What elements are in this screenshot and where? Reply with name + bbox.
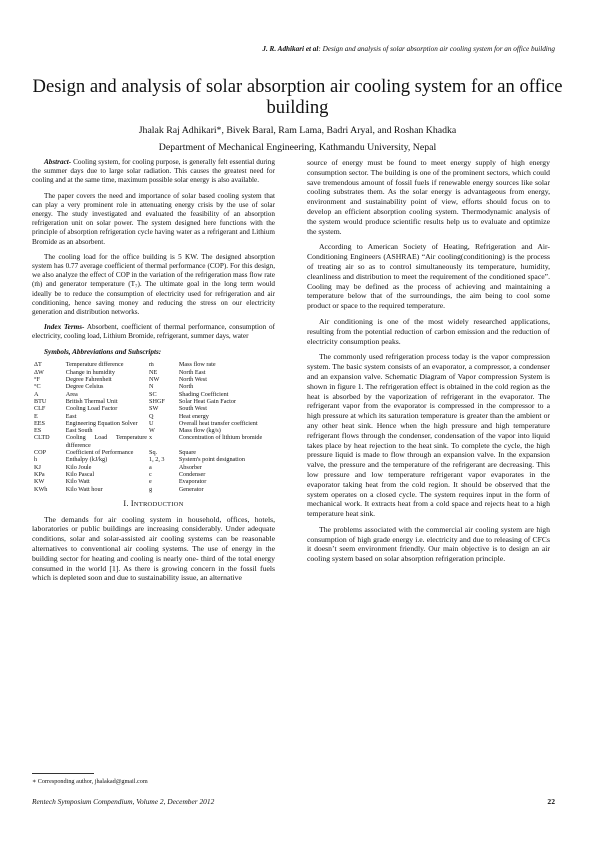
symbols-cell: Kilo Watt bbox=[65, 478, 90, 486]
symbols-cell: c bbox=[149, 470, 152, 478]
abstract-text-1: Cooling system, for cooling purpose, is generally felt essential during the summer days due to large solar radiation. This causes the greatest need for cooling and at the same time, maximum possible solar energy is also available. bbox=[32, 158, 275, 185]
symbols-cell: °F bbox=[34, 376, 40, 384]
symbols-cell: 1, 2, 3 bbox=[149, 456, 165, 464]
index-terms bbox=[32, 323, 275, 341]
symbols-row bbox=[34, 413, 275, 420]
symbols-cell: CLF bbox=[34, 405, 46, 413]
symbols-cell: Degree Fahrenheit bbox=[65, 376, 112, 384]
section-title-initial: I bbox=[130, 498, 134, 508]
abstract-paragraph-3: The cooling load for the office building is 5 KW. The designed absorption system has 0.77 average coefficient of thermal performance (COP). For this design, we also analyze the effect of COP in the variation of the refrigeration mass flow rate (ṁ) and generator temperature (T₇). The ultimate goal in the long term would ideally be to reduce the consumption of electricity used for refrigeration and air conditioning, hence saving money and reducing the stress on our electricity generation and distribution networks. bbox=[32, 252, 275, 317]
symbols-cell: Sq. bbox=[149, 449, 158, 457]
symbols-cell: EES bbox=[34, 419, 46, 427]
left-column bbox=[32, 158, 275, 589]
right-paragraph-1: source of energy must be found to meet energy supply of high energy consumption sector. The building is one of the prominent sectors, which could save tremendous amount of fossil fuels if renewable energy sources like solar cooling substrates them. As the solar energy is advantageous from energy, environment and sustainability point of view, efforts should focus on to develop an efficient absorption cooling system. Thermodynamic analysis of the system would produce scientific results help us to evaluate and optimize the system. bbox=[307, 158, 550, 236]
symbols-cell: a bbox=[149, 463, 152, 471]
symbols-cell: NW bbox=[149, 376, 160, 384]
intro-paragraph-1: The demands for air cooling system in household, offices, hotels, laboratories or public buildings are increasing considerably. Under adequate conditions, solar and solar-assisted air cooling systems can be reasonable alternatives to conventional air cooling systems. The use of energy in the building sector for heating and cooling is nearly one- third of the total energy consumed in the world [1]. As there is growing concern in the fossil fuels which is depleted soon and due to sustainability issue, an alternative bbox=[32, 514, 275, 583]
symbols-row bbox=[34, 376, 275, 383]
symbols-cell: ΔT bbox=[34, 361, 42, 369]
symbols-row bbox=[34, 449, 275, 456]
symbols-row bbox=[34, 398, 275, 405]
running-head bbox=[40, 45, 555, 53]
symbols-cell: Generator bbox=[178, 485, 204, 493]
symbols-cell: g bbox=[149, 485, 153, 493]
symbols-cell: Square bbox=[178, 449, 197, 457]
symbols-cell: Overall heat transfer coefficient bbox=[178, 419, 258, 427]
index-terms-label: Index Terms- bbox=[44, 323, 85, 332]
symbols-cell: ṁ bbox=[149, 361, 154, 369]
symbols-row bbox=[34, 391, 275, 398]
symbols-row bbox=[34, 456, 275, 463]
symbols-cell: Shading Coefficient bbox=[178, 390, 229, 398]
running-head-text: : Design and analysis of solar absorption air cooling system for an office building bbox=[318, 45, 555, 53]
symbols-row bbox=[34, 486, 275, 493]
author-list: Jhalak Raj Adhikari*, Bivek Baral, Ram Lama, Badri Aryal, and Roshan Khadka bbox=[138, 125, 457, 136]
symbols-cell: x bbox=[149, 434, 153, 442]
symbols-cell: British Thermal Unit bbox=[65, 397, 118, 405]
symbols-cell: Degree Celsius bbox=[65, 383, 104, 391]
symbols-cell: Condenser bbox=[178, 470, 206, 478]
symbols-table bbox=[34, 361, 275, 492]
symbols-cell: Mass flow rate bbox=[178, 361, 216, 369]
symbols-cell: Kilo Pascal bbox=[65, 470, 95, 478]
symbols-cell: Cooling Load Temperature difference bbox=[65, 434, 148, 449]
symbols-cell: h bbox=[34, 456, 38, 464]
symbols-cell: SC bbox=[149, 390, 157, 398]
symbols-cell: N bbox=[149, 383, 154, 391]
symbols-row bbox=[34, 427, 275, 434]
page-number: 22 bbox=[547, 797, 555, 806]
footnote: ∗ Corresponding author, jhalakad@gmail.com bbox=[32, 778, 148, 785]
symbols-cell: Evaporator bbox=[178, 478, 207, 486]
symbols-row bbox=[34, 420, 275, 427]
symbols-row bbox=[34, 464, 275, 471]
symbols-row bbox=[34, 434, 275, 449]
section-number: I. bbox=[123, 498, 131, 508]
section-title-rest: NTRODUCTION bbox=[133, 500, 184, 508]
symbols-cell: NE bbox=[149, 368, 158, 376]
symbols-cell: Q bbox=[149, 412, 154, 420]
abstract-paragraph-1 bbox=[32, 158, 275, 186]
symbols-cell: Engineering Equation Solver bbox=[65, 419, 138, 427]
symbols-cell: KJ bbox=[34, 463, 41, 471]
abstract-label: Abstract- bbox=[44, 158, 72, 166]
symbols-cell: East bbox=[65, 412, 77, 420]
symbols-cell: KW bbox=[34, 478, 45, 486]
symbols-cell: Concentration of lithium bromide bbox=[178, 434, 263, 442]
symbols-cell: U bbox=[149, 419, 154, 427]
symbols-cell: North bbox=[178, 383, 194, 391]
symbols-cell: ES bbox=[34, 427, 42, 435]
symbols-cell: Kilo Watt hour bbox=[65, 485, 103, 493]
symbols-cell: COP bbox=[34, 449, 47, 457]
symbols-cell: SHGF bbox=[149, 397, 165, 405]
symbols-cell: South West bbox=[178, 405, 207, 413]
footnote-rule bbox=[32, 773, 94, 774]
symbols-cell: Temperature difference bbox=[65, 361, 124, 369]
symbols-cell: e bbox=[149, 478, 152, 486]
right-paragraph-5: The problems associated with the commercial air cooling system are high consumption of high grade energy i.e. electricity and due to releasing of CFCs it doesn’t seem environment friendly. Our main objective is to design an air cooling system based on solar absorption refrigeration principle. bbox=[307, 524, 550, 564]
journal-footer: Rentech Symposium Compendium, Volume 2, December 2012 bbox=[32, 797, 215, 806]
symbols-cell: Absorber bbox=[178, 463, 202, 471]
index-terms-text: Absorbent, coefficient of thermal performance, consumption of electricity, cooling load, Lithium Bromide, refrigerant, summer days, water bbox=[32, 323, 276, 341]
symbols-cell: °C bbox=[34, 383, 41, 391]
symbols-cell: Kilo Joule bbox=[65, 463, 92, 471]
section-heading-introduction bbox=[32, 499, 275, 510]
symbols-row bbox=[34, 478, 275, 485]
symbols-cell: KPa bbox=[34, 470, 45, 478]
symbols-cell: Coefficient of Performance bbox=[65, 449, 134, 457]
symbols-row bbox=[34, 383, 275, 390]
symbols-cell: E bbox=[34, 412, 38, 420]
paper-title: Design and analysis of solar absorption air cooling system for an office building bbox=[32, 76, 563, 118]
symbols-cell: ΔW bbox=[34, 368, 44, 376]
symbols-heading: Symbols, Abbreviations and Subscripts: bbox=[44, 347, 162, 356]
abstract-paragraph-2: The paper covers the need and importance of solar based cooling system that can play a very prominent role in attenuating energy crisis by the use of solar energy. The study investigated and evaluated the feasibility of an absorption refrigeration unit on solar power. The system designed here functions with the principle of absorption refrigeration cycle having water as a refrigerant and Lithium Bromide as an absorbent. bbox=[32, 191, 275, 246]
symbols-row bbox=[34, 405, 275, 412]
symbols-cell: Solar Heat Gain Factor bbox=[178, 397, 237, 405]
symbols-cell: CLTD bbox=[34, 434, 50, 442]
symbols-cell: North West bbox=[178, 376, 207, 384]
symbols-cell: Enthalpy (kJ/kg) bbox=[65, 456, 108, 464]
symbols-cell: Area bbox=[65, 390, 78, 398]
right-column bbox=[307, 158, 550, 570]
right-paragraph-4: The commonly used refrigeration process today is the vapor compression system. The basic system consists of an evaporator, a compressor, a condenser and an expansion valve. Schematic Diagram of Vapor compression System is shown in figure 1. The refrigeration effect is obtained in the cold region as the heat is absorbed by the vaporization of refrigerant in the evaporator. The refrigerant vapor from the evaporator is compressed in the compressor to a high pressure at which its saturation temperature is greater than the ambient or any other heat sink. Hence when the high pressure and high temperature refrigerant flows through the condenser, condensation of the vapor into liquid takes place by heat rejection to the heat sink. To complete the cycle, the high pressure liquid is made to flow through an expansion valve. In the expansion valve, the pressure and the temperature of the refrigerant are decreasing. This low pressure and low temperature refrigerant vapor evaporates in the evaporator taking heat from the cold region. It should be observed that the system operates on a closed cycle. The system requires input in the form of mechanical work. It extracts heat from a cold space and rejects heat to a high temperature heat sink. bbox=[307, 352, 550, 519]
running-head-authors: J. R. Adhikari et al bbox=[262, 45, 319, 53]
symbols-cell: East South bbox=[65, 427, 93, 435]
symbols-cell: Mass flow (kg/s) bbox=[178, 427, 221, 435]
symbols-row bbox=[34, 369, 275, 376]
symbols-row bbox=[34, 471, 275, 478]
right-paragraph-3: Air conditioning is one of the most widely researched applications, resulting from the potential reduction of carbon emission and the reduction of electricity consumption peaks. bbox=[307, 316, 550, 346]
right-paragraph-2: According to American Society of Heating, Refrigeration and Air-Conditioning Engineers (ASHRAE) “Air cooling(conditioning) is the process of treating air so as to control simultaneously its temperature, humidity, cleanliness and distribution to meet the requirement of the conditioned space”. Cooling may be defined as the process of achieving and maintaining a temperature below that of the surroundings, the aim being to cool some product or space to the required temperature. bbox=[307, 242, 550, 311]
symbols-cell: A bbox=[34, 390, 39, 398]
symbols-cell: W bbox=[149, 427, 155, 435]
symbols-cell: North East bbox=[178, 368, 206, 376]
symbols-cell: BTU bbox=[34, 397, 47, 405]
symbols-cell: System's point designation bbox=[178, 456, 245, 464]
symbols-cell: KWh bbox=[34, 485, 48, 493]
symbols-cell: Heat energy bbox=[178, 412, 209, 420]
symbols-cell: Cooling Load Factor bbox=[65, 405, 118, 413]
symbols-cell: Change in humidity bbox=[65, 368, 115, 376]
affiliation: Department of Mechanical Engineering, Kathmandu University, Nepal bbox=[158, 142, 437, 153]
symbols-cell: SW bbox=[149, 405, 159, 413]
symbols-row bbox=[34, 361, 275, 368]
